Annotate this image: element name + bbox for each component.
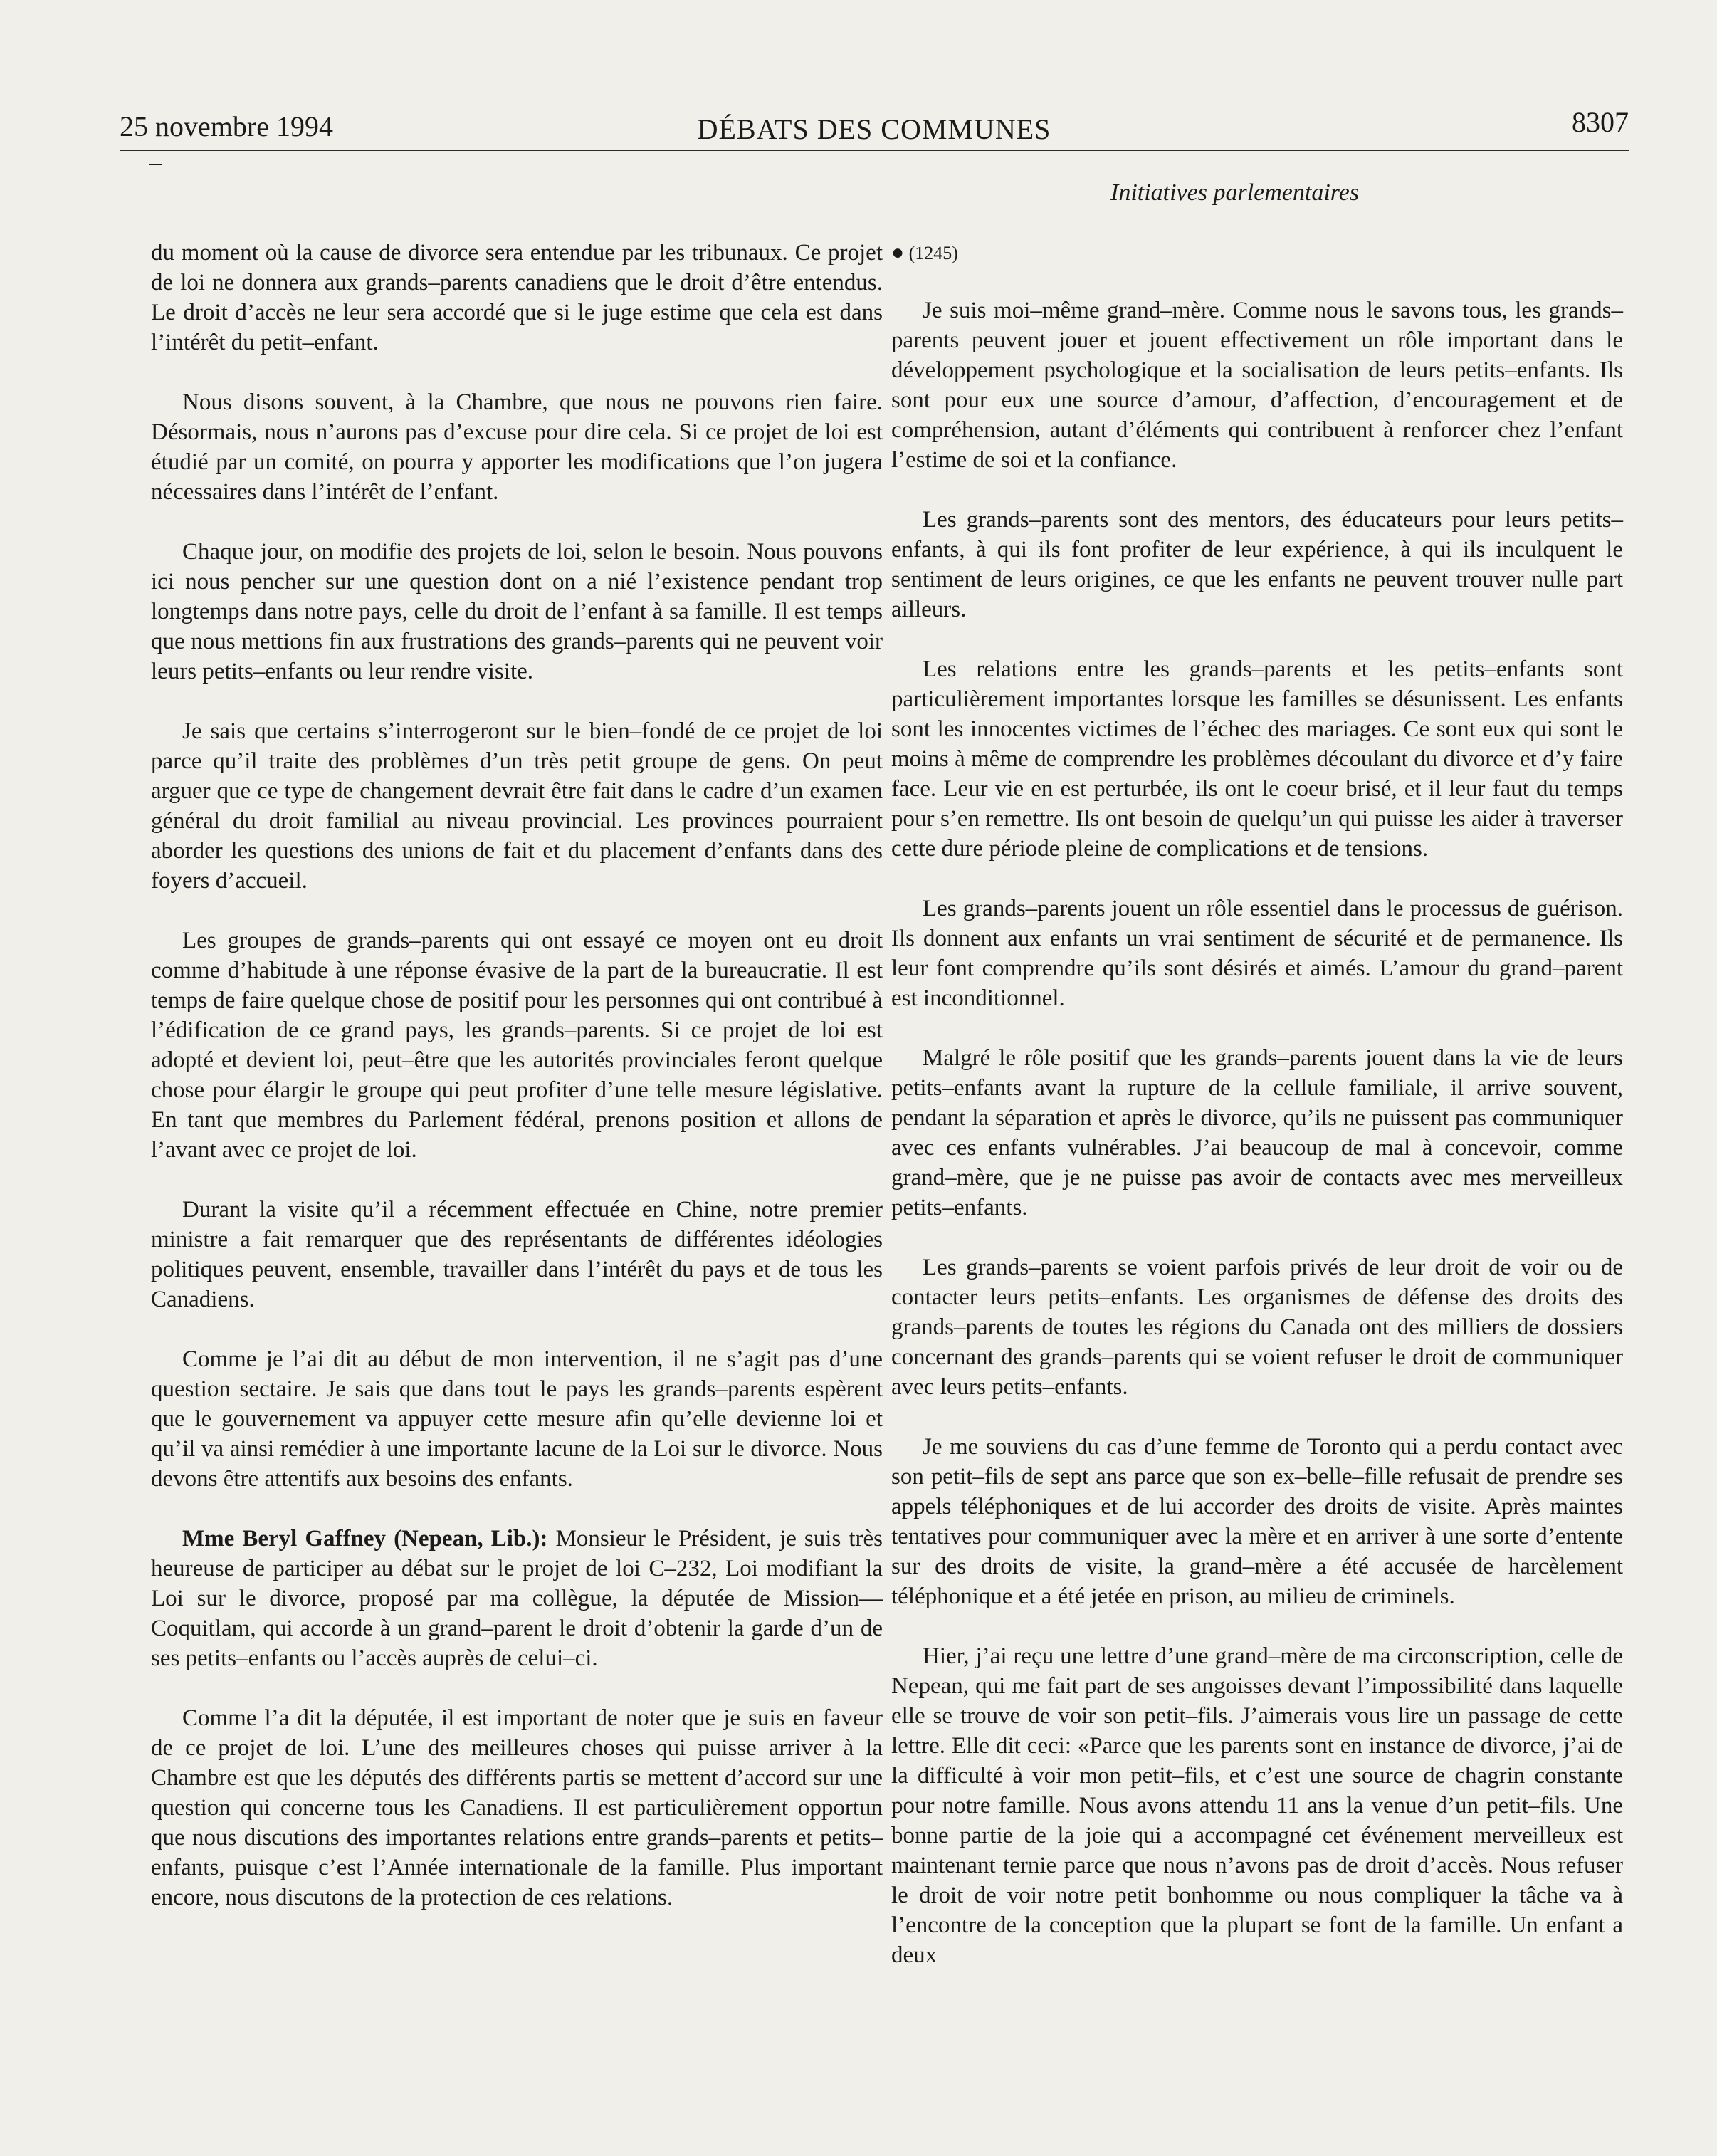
right-paragraph-1: Je suis moi–même grand–mère. Comme nous le savons tous, les grands–parents peuvent jouer et jouent effectivement un rôle important dans le développement psychologique et la socialisation de leurs petits–enfants. Ils sont pour eux une source d’amour, d’affection, d’encouragement et de compréhension, autant d’éléments qui contribuent à renforcer chez l’enfant l’estime de soi et la confiance. bbox=[891, 298, 1623, 473]
left-paragraph-3: Chaque jour, on modifie des projets de loi, selon le besoin. Nous pouvons ici nous pencher sur une question dont on a nié l’existence pendant trop longtemps dans notre pays, celle du droit de l’enfant à sa famille. Il est temps que nous mettions fin aux frustrations des grands–parents qui ne peuvent voir leurs petits–enfants ou leur rendre visite. bbox=[151, 539, 883, 684]
speaker-text: Monsieur le Président, je suis très heureuse de participer au débat sur le projet de loi C–232, Loi modifiant la Loi sur le divorce, proposé par ma collègue, la députée de Mission—Coquitlam, qui accorde à un grand–parent le droit d’obtenir la garde d’un de ses petits–enfants ou l’accès auprès de celui–ci. bbox=[151, 1526, 883, 1671]
left-paragraph-9: Comme l’a dit la députée, il est important de noter que je suis en faveur de ce projet de loi. L’une des meilleures choses qui puisse arriver à la Chambre est que les députés des différents partis se mettent d’accord sur une question qui concerne tous les Canadiens. Il est particulièrement opportun que nous discutions des importantes relations entre grands–parents et petits–enfants, puisque c’est l’Année internationale de la famille. Plus important encore, nous discutons de la protection de ces relations. bbox=[151, 1705, 883, 1910]
time-marker bbox=[891, 238, 1623, 268]
header-page-number: 8307 bbox=[1572, 106, 1629, 138]
header-title: DÉBATS DES COMMUNES bbox=[697, 113, 1051, 145]
left-paragraph-5: Les groupes de grands–parents qui ont essayé ce moyen ont eu droit comme d’habitude à une réponse évasive de la part de la bureaucratie. Il est temps de faire quelque chose de positif pour les personnes qui ont contribué à l’édification de ce grand pays, les grands–parents. Si ce projet de loi est adopté et devient loi, peut–être que les autorités provinciales feront quelque chose pour élargir le groupe qui peut profiter d’une telle mesure législative. En tant que membres du Parlement fédéral, prenons position et allons de l’avant avec ce projet de loi. bbox=[151, 928, 883, 1163]
left-column bbox=[151, 238, 883, 1942]
time-marker-text: (1245) bbox=[908, 243, 958, 263]
page-header bbox=[120, 105, 1629, 151]
left-paragraph-8 bbox=[151, 1524, 883, 1673]
speaker-name: Mme Beryl Gaffney (Nepean, Lib.): bbox=[182, 1526, 548, 1551]
right-paragraph-2: Les grands–parents sont des mentors, des éducateurs pour leurs petits–enfants, à qui ils font profiter de leur expérience, à qui ils inculquent le sentiment de leurs origines, ce que les enfants ne peuvent trouver nulle part ailleurs. bbox=[891, 507, 1623, 622]
bullet-icon: ● bbox=[891, 241, 905, 264]
right-paragraph-7: Je me souviens du cas d’une femme de Toronto qui a perdu contact avec son petit–fils de sept ans parce que son ex–belle–fille refusait de prendre ses appels téléphoniques et de lui accorder des droits de visite. Après maintes tentatives pour communiquer avec la mère et en arriver à une sorte d’entente sur des droits de visite, la grand–mère a été accusée de harcèlement téléphonique et a été jetée en prison, au milieu de criminels. bbox=[891, 1434, 1623, 1609]
left-paragraph-1: du moment où la cause de divorce sera entendue par les tribunaux. Ce projet de loi ne donnera aux grands–parents canadiens que le droit d’être entendus. Le droit d’accès ne leur sera accordé que si le juge estime que cela est dans l’intérêt du petit–enfant. bbox=[151, 240, 883, 355]
header-rule bbox=[120, 150, 1629, 151]
left-paragraph-7: Comme je l’ai dit au début de mon intervention, il ne s’agit pas d’une question sectaire. Je sais que dans tout le pays les grands–parents espèrent que le gouvernement va appuyer cette mesure afin qu’elle devienne loi et qu’il va ainsi remédier à une importante lacune de la Loi sur le divorce. Nous devons être attentifs aux besoins des enfants. bbox=[151, 1346, 883, 1492]
right-column bbox=[891, 238, 1623, 1970]
right-paragraph-5: Malgré le rôle positif que les grands–parents jouent dans la vie de leurs petits–enfants avant la rupture de la cellule familiale, il arrive souvent, pendant la séparation et après le divorce, qu’ils ne puissent pas communiquer avec ces enfants vulnérables. J’ai beaucoup de mal à concevoir, comme grand–mère, que je ne puisse pas avoir de contacts avec mes merveilleux petits–enfants. bbox=[891, 1045, 1623, 1220]
right-paragraph-3: Les relations entre les grands–parents et les petits–enfants sont particulièrement importantes lorsque les familles se désunissent. Les enfants sont les innocentes victimes de l’échec des mariages. Ce sont eux qui sont le moins à même de comprendre les problèmes découlant du divorce et d’y faire face. Leur vie en est perturbée, ils ont le coeur brisé, et il leur faut du temps pour s’en remettre. Ils ont besoin de quelqu’un qui puisse les aider à traverser cette dure période pleine de complications et de tensions. bbox=[891, 656, 1623, 862]
section-label: Initiatives parlementaires bbox=[1110, 179, 1360, 206]
header-date: 25 novembre 1994 bbox=[120, 110, 333, 142]
right-paragraph-8: Hier, j’ai reçu une lettre d’une grand–mère de ma circonscription, celle de Nepean, qui me fait part de ses angoisses devant l’impossibilité dans laquelle elle se trouve de voir son petit–fils. J’aimerais vous lire un passage de cette lettre. Elle dit ceci: «Parce que les parents sont en instance de divorce, j’ai de la difficulté à voir mon petit–fils, et c’est une source de chagrin constante pour notre famille. Nous avons attendu 11 ans la venue d’un petit–fils. Une bonne partie de la joie qui a accompagné cet événement merveilleux est maintenant ternie parce que nous n’avons pas de droit d’accès. Nous refuser le droit de voir notre petit bonhomme ou nous compliquer la tâche va à l’encontre de la conception que la plupart se font de la famille. Un enfant a deux bbox=[891, 1643, 1623, 1968]
margin-dash: – bbox=[149, 150, 162, 176]
left-paragraph-6: Durant la visite qu’il a récemment effectuée en Chine, notre premier ministre a fait remarquer que des représentants de différentes idéologies politiques peuvent, ensemble, travailler dans l’intérêt du pays et de tous les Canadiens. bbox=[151, 1197, 883, 1312]
left-paragraph-2: Nous disons souvent, à la Chambre, que nous ne pouvons rien faire. Désormais, nous n’aurons pas d’excuse pour dire cela. Si ce projet de loi est étudié par un comité, on pourra y apporter les modifications que l’on jugera nécessaires dans l’intérêt de l’enfant. bbox=[151, 389, 883, 505]
right-paragraph-4: Les grands–parents jouent un rôle essentiel dans le processus de guérison. Ils donnent aux enfants un vrai sentiment de sécurité et de permanence. Ils leur font comprendre qu’ils sont désirés et aimés. L’amour du grand–parent est inconditionnel. bbox=[891, 896, 1623, 1011]
left-paragraph-4: Je sais que certains s’interrogeront sur le bien–fondé de ce projet de loi parce qu’il traite des problèmes d’un très petit groupe de gens. On peut arguer que ce type de changement devrait être fait dans le cadre d’un examen général du droit familial au niveau provincial. Les provinces pourraient aborder les questions des unions de fait et du placement d’enfants dans des foyers d’accueil. bbox=[151, 718, 883, 894]
right-paragraph-6: Les grands–parents se voient parfois privés de leur droit de voir ou de contacter leurs petits–enfants. Les organismes de défense des droits des grands–parents de toutes les régions du Canada ont des milliers de dossiers concernant des grands–parents qui se voient refuser le droit de communiquer avec leurs petits–enfants. bbox=[891, 1255, 1623, 1400]
